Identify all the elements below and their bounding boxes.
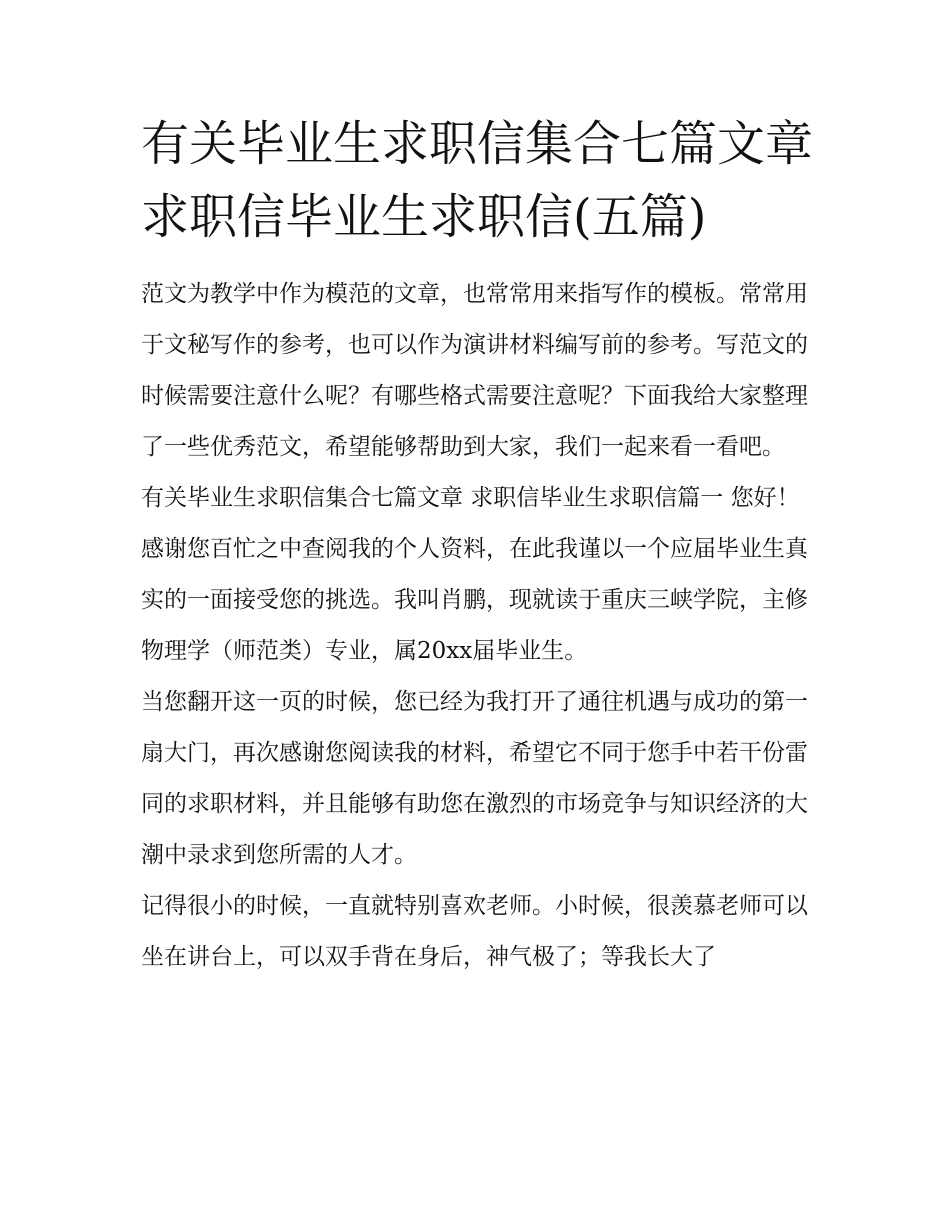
paragraph-thanks: 当您翻开这一页的时候，您已经为我打开了通往机遇与成功的第一扇大门，再次感谢您阅读我的材料，希望它不同于您手中若干份雷同的求职材料，并且能够有助您在激烈的市场竞争与知识经济的大潮中录求到您所需的人才。	[141, 689, 808, 868]
document-title: 有关毕业生求职信集合七篇文章 求职信毕业生求职信(五篇)	[141, 116, 814, 245]
paragraph-letter-heading: 有关毕业生求职信集合七篇文章 求职信毕业生求职信篇一 您好！	[141, 485, 800, 511]
paragraph-self-intro: 感谢您百忙之中查阅我的个人资料，在此我谨以一个应届毕业生真实的一面接受您的挑选。我叫肖鹏，现就读于重庆三峡学院，主修物理学（师范类）专业，属20xx届毕业生。	[141, 536, 808, 664]
paragraph-intro: 范文为教学中作为模范的文章，也常常用来指写作的模板。常常用于文秘写作的参考，也可以作为演讲材料编写前的参考。写范文的时候需要注意什么呢？有哪些格式需要注意呢？下面我给大家整理了一些优秀范文，希望能够帮助到大家，我们一起来看一看吧。	[141, 281, 808, 460]
document-body	[141, 269, 813, 983]
paragraph-childhood: 记得很小的时候，一直就特别喜欢老师。小时候，很羡慕老师可以坐在讲台上，可以双手背在身后，神气极了；等我长大了	[141, 893, 808, 970]
document-page	[141, 108, 813, 983]
